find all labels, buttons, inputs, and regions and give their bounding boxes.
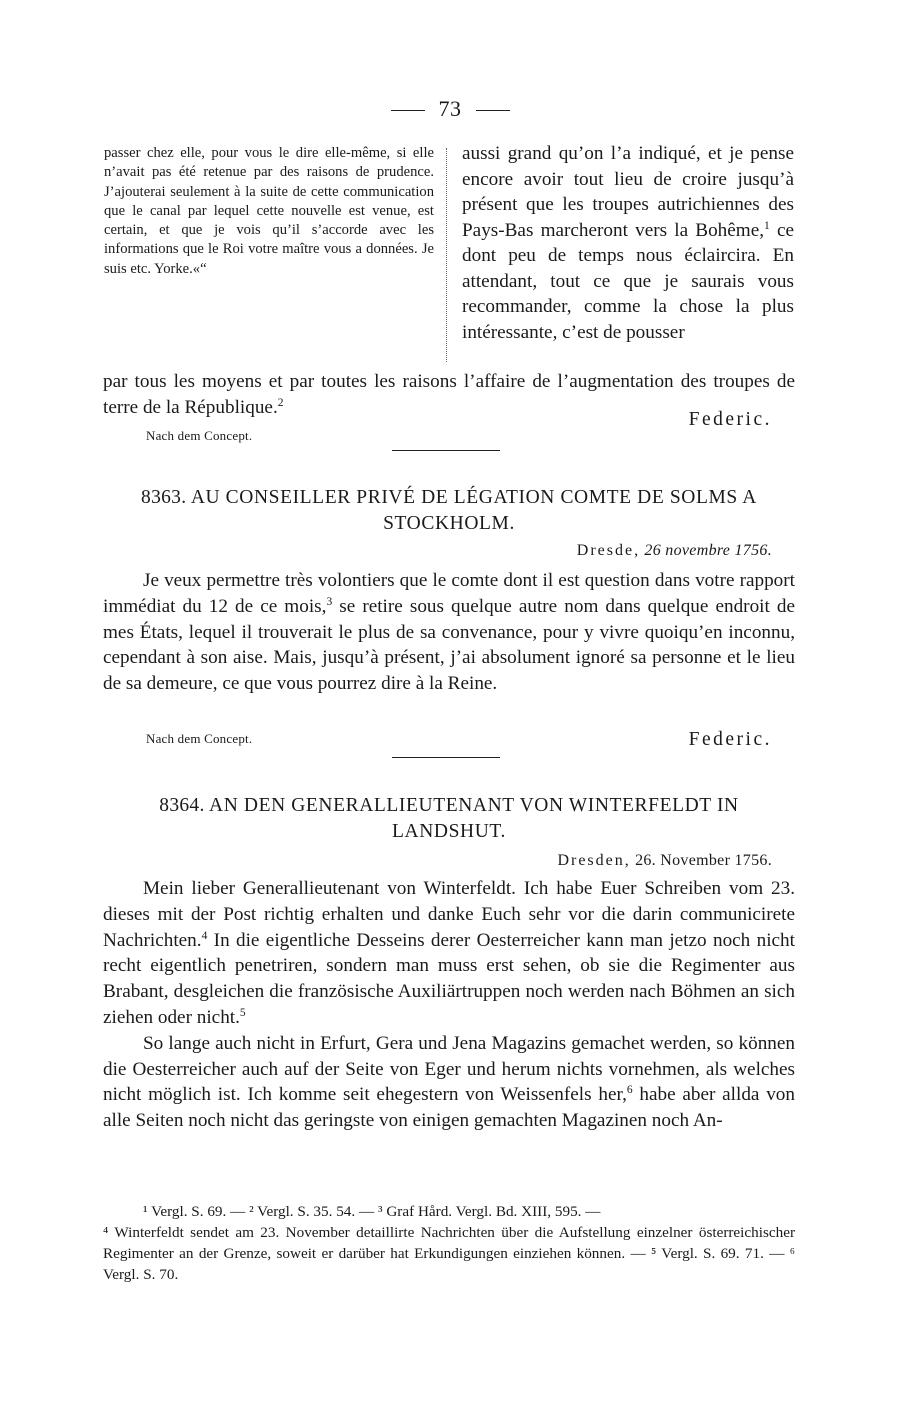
letter-number: 8364. bbox=[159, 795, 205, 816]
letter-body-paragraph-1 bbox=[103, 876, 795, 1031]
source-note: Nach dem Concept. bbox=[146, 731, 253, 746]
right-column-text-cont: ce dont peu de temps nous éclaircira. En attendant, tout ce que je saurais vous recommander, comme la chose la plus intéressante, c’est de pousser bbox=[462, 219, 794, 343]
footnote-ref: 3 bbox=[326, 595, 333, 608]
column-divider bbox=[446, 148, 447, 362]
letter-place: Dresden, bbox=[557, 852, 631, 869]
footnote-ref: 4 bbox=[201, 929, 208, 942]
source-note: Nach dem Concept. bbox=[146, 428, 253, 443]
letter-dateline bbox=[577, 542, 772, 560]
section-rule bbox=[392, 450, 500, 451]
footnote-ref: 6 bbox=[626, 1084, 633, 1097]
letter-body-text: Mein lieber Generallieutenant von Winterfeldt. Ich habe Euer Schreiben vom 23. dieses mit der Post richtig erhalten und danke Euch sehr vor die darin communicirete Nachrichten. bbox=[103, 878, 795, 951]
letter-date: 26 novembre 1756. bbox=[644, 542, 772, 559]
continuation-closing-text: par tous les moyens et par toutes les raisons l’affaire de l’augmentation des troupes de terre de la République. bbox=[103, 371, 795, 418]
section-rule bbox=[392, 757, 500, 758]
footnote-line: ⁴ Winterfeldt sendet am 23. November detaillirte Nachrichten über die Aufstellung einzelner österreichischer Regimenter an der Grenze, soweit er darüber hat Erkundigungen einziehen können. — ⁵ Vergl. S. 69. 71. — ⁶ Vergl. S. 70. bbox=[103, 1224, 795, 1283]
footnote-line: ¹ Vergl. S. 69. — ² Vergl. S. 35. 54. — ³ Graf Hård. Vergl. Bd. XIII, 595. — bbox=[143, 1203, 601, 1220]
letter-heading-8364 bbox=[103, 793, 795, 845]
footnote-ref: 2 bbox=[277, 396, 284, 409]
page-header bbox=[0, 96, 900, 122]
footnote-ref: 5 bbox=[239, 1007, 246, 1020]
letter-body-paragraph bbox=[103, 568, 795, 697]
header-dash-right bbox=[476, 110, 510, 111]
left-column-text: passer chez elle, pour vous le dire elle-même, si elle n’avait pas été retenue par des raisons de prudence. J’ajouterai seulement à la suite de cette communication que le canal par lequel cette nouvelle est venue, est certain, et que je vois qu’il s’accorde avec les informations que le Roi votre maître vous a données. Je suis etc. Yorke.«“ bbox=[104, 145, 434, 277]
letter-date: 26. November 1756. bbox=[635, 852, 772, 869]
page-number: 73 bbox=[438, 96, 462, 121]
letter-body-8364 bbox=[103, 876, 795, 1134]
letter-body-text-cont: In die eigentliche Desseins derer Oesterreicher kann man jetzo noch nicht recht eigentlich penetriren, sondern man muss erst sehen, ob sie die Regimenter aus Brabant, desgleichen die französische Auxiliärtruppen noch werden nach Böhmen an sich ziehen oder nicht. bbox=[103, 929, 795, 1028]
right-column-paragraph bbox=[462, 141, 794, 345]
signature: Federic. bbox=[688, 729, 772, 750]
letter-body-text-cont: se retire sous quelque autre nom dans quelque endroit de mes États, lequel il trouverait le plus de sa convenance, pour y vivre quoiqu’en inconnu, cependant à son aise. Mais, jusqu’à présent, j’ai absolument ignoré sa personne et le lieu de sa demeure, ce que vous pourrez dire à la Reine. bbox=[103, 595, 795, 695]
letter-title: AU CONSEILLER PRIVÉ DE LÉGATION COMTE DE SOLMS A STOCKHOLM. bbox=[190, 487, 757, 534]
footnote-ref: 1 bbox=[764, 219, 770, 232]
letter-body-paragraph-2 bbox=[103, 1031, 795, 1134]
right-column-text: aussi grand qu’on l’a indiqué, et je pense encore avoir tout lieu de croire jusqu’à présent que les troupes autrichiennes des Pays-Bas marcheront vers la Bohême, bbox=[462, 143, 794, 241]
letter-place: Dresde, bbox=[576, 542, 641, 559]
footnotes bbox=[103, 1201, 795, 1285]
letter-body-text-cont: habe aber allda von alle Seiten noch nicht das geringste von einigen gemachten Magazinen noch An- bbox=[103, 1084, 795, 1132]
left-column-quotation bbox=[104, 144, 434, 279]
letter-dateline bbox=[557, 852, 772, 870]
letter-body-text: So lange auch nicht in Erfurt, Gera und Jena Magazins gemachet werden, so können die Oesterreicher auch auf der Seite von Eger und herum nichts vornehmen, als welches nicht möglich ist. Ich komme seit ehegestern von Weissenfels her, bbox=[103, 1032, 795, 1106]
signature: Federic. bbox=[688, 409, 772, 430]
letter-body-text: Je veux permettre très volontiers que le comte dont il est question dans votre rapport immédiat du 12 de ce mois, bbox=[103, 570, 795, 617]
letter-title: AN DEN GENERALLIEUTENANT VON WINTERFELDT IN LANDSHUT. bbox=[209, 795, 739, 842]
letter-body-8363 bbox=[103, 568, 795, 697]
letter-heading-8363 bbox=[103, 485, 795, 537]
right-column-letter bbox=[462, 141, 794, 345]
letter-number: 8363. bbox=[141, 487, 187, 508]
header-dash-left bbox=[391, 110, 425, 111]
